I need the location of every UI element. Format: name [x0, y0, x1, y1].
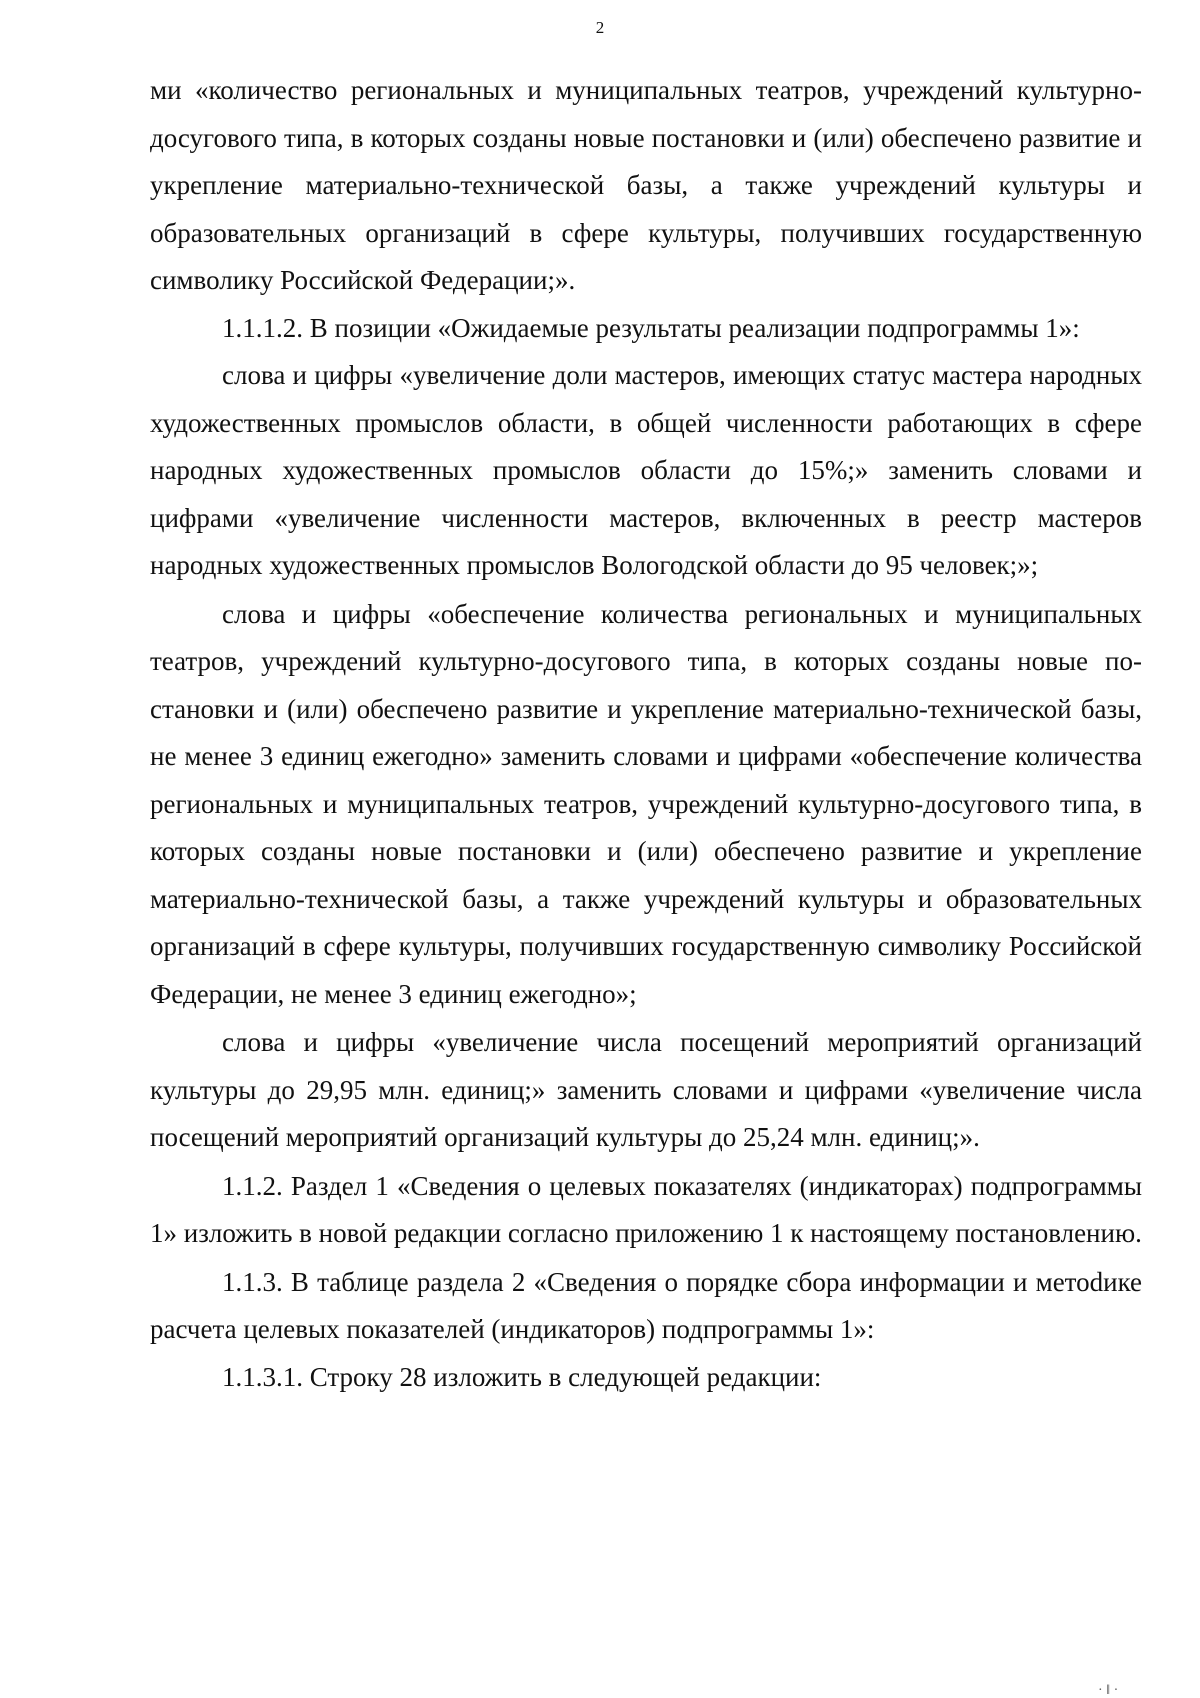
document-body — [150, 67, 1142, 1401]
paragraph-item-1-1-2: 1.1.2. Раздел 1 «Сведения о целевых показателях (индикаторах) подпрограммы 1» изложить в новой редакции согласно приложению 1 к настоящему постановлению. — [150, 1170, 1142, 1248]
paragraph-continuation: ми «количество региональных и муниципальных театров, учреждений культурно-досугового типа, в которых созданы новые постановки и (или) обеспечено развитие и укрепление материально-технической базы, а также учреждений культуры и образовательных организаций в сфере культуры, получивших государственную символику Российской Федерации;». — [150, 75, 1142, 295]
paragraph-item-1-1-3-1: 1.1.3.1. Строку 28 изложить в следующей редакции: — [222, 1361, 822, 1392]
paragraph-item-1-1-1-2: 1.1.1.2. В позиции «Ожидаемые результаты реализации подпрограммы 1»: — [222, 312, 1080, 343]
paragraph-theatres-replacement: слова и цифры «обеспечение количества региональных и муниципальных театров, учреждений культурно-досугового типа, в которых созданы новые постановки и (или) обеспечено развитие и укрепление материально-технической базы, не менее 3 единиц ежегодно» заменить словами и цифрами «обеспечение количества региональных и муниципальных театров, учреждений культурно-досугового типа, в которых созданы новые постановки и (или) обеспечено развитие и укрепление материально-технической базы, а также учреждений культуры и образовательных организаций в сфере культуры, получивших государственную символику Российской Федерации, не менее 3 единиц ежегодно»; — [150, 598, 1142, 1009]
paragraph-visits-replacement: слова и цифры «увеличение числа посещений мероприятий организаций культуры до 29,95 млн. единиц;» заменить словами и цифрами «увеличение числа посещений мероприятий организаций культуры до 25,24 млн. единиц;». — [150, 1027, 1142, 1152]
scan-mark-right: · ‖ · — [1098, 1683, 1119, 1698]
paragraph-masters-replacement: слова и цифры «увеличение доли мастеров, имеющих статус мастера народных художественных промыслов области, в общей численности работающих в сфере народных художественных промыслов области до 15%;» заменить словами и цифрами «увеличение численности мастеров, включенных в реестр мастеров народных художественных промыслов Вологодской области до 95 человек;»; — [150, 360, 1142, 580]
page-number: 2 — [595, 18, 605, 37]
paragraph-item-1-1-3: 1.1.3. В таблице раздела 2 «Сведения о порядке сбора информации и метоdике расчета целевых показателей (индикаторов) подпрограммы 1»: — [150, 1266, 1142, 1344]
